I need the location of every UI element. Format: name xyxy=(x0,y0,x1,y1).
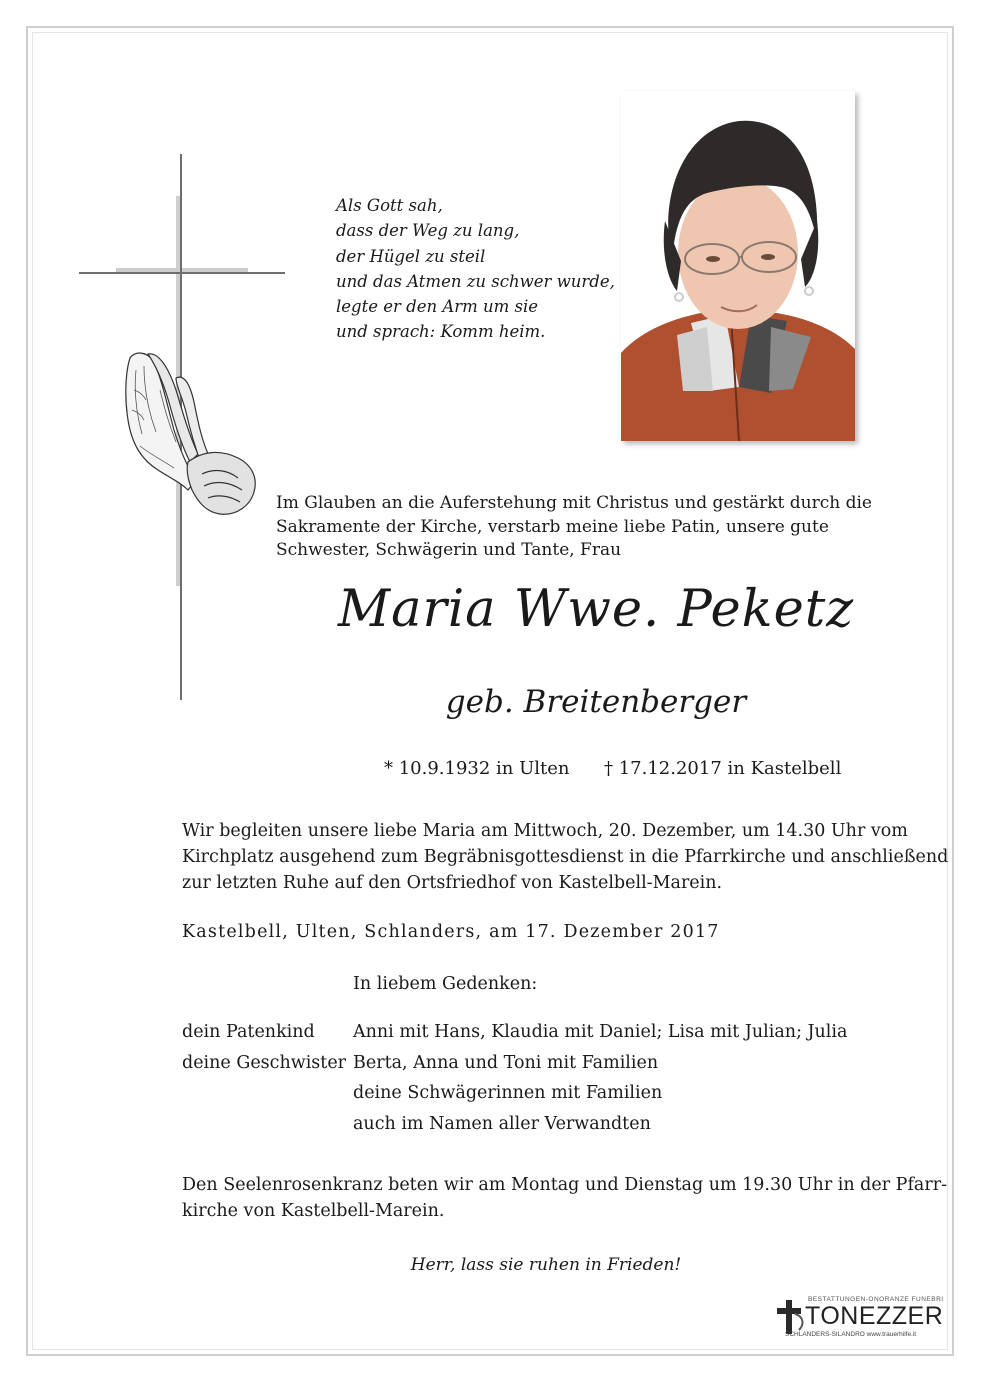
intro-line: Im Glauben an die Auferstehung mit Christus und gestärkt durch die xyxy=(276,493,872,513)
intro-text xyxy=(276,492,872,563)
logo-subline: SCHLANDERS-SILANDRO www.trauerhilfe.it xyxy=(785,1331,917,1338)
birth-date: * 10.9.1932 in Ulten xyxy=(384,758,570,779)
poem xyxy=(336,193,615,345)
funeral-line: zur letzten Ruhe auf den Ortsfriedhof von Kastelbell-Marein. xyxy=(182,873,723,893)
mourner-names: Berta, Anna und Toni mit Familien xyxy=(353,1052,659,1073)
poem-line: und sprach: Komm heim. xyxy=(336,322,546,342)
mourner-row xyxy=(182,1078,847,1109)
maiden-name: geb. Breitenberger xyxy=(445,684,747,720)
poem-line: Als Gott sah, xyxy=(336,196,443,215)
mourner-relation: deine Geschwister xyxy=(182,1052,347,1073)
intro-line: Sakramente der Kirche, verstarb meine liebe Patin, unsere gute xyxy=(276,516,829,537)
mourner-row xyxy=(182,1109,847,1140)
mourner-names: deine Schwägerinnen mit Familien xyxy=(353,1083,663,1103)
intro-line: Schwester, Schwägerin und Tante, Frau xyxy=(276,540,622,560)
praying-hands-icon xyxy=(118,350,260,520)
poem-line: und das Atmen zu schwer wurde, xyxy=(336,271,615,291)
rosary-line: kirche von Kastelbell-Marein. xyxy=(182,1201,445,1221)
funeral-home-logo xyxy=(775,1296,947,1344)
cross-horizontal-bar xyxy=(79,272,285,274)
logo-name: TONEZZER xyxy=(805,1302,944,1330)
poem-line: der Hügel zu steil xyxy=(336,246,486,266)
rosary-line: Den Seelenrosenkranz beten wir am Montag und Dienstag um 19.30 Uhr in der Pfarr- xyxy=(182,1175,948,1195)
funeral-line: Wir begleiten unsere liebe Maria am Mittwoch, 20. Dezember, um 14.30 Uhr vom xyxy=(182,821,908,841)
funeral-line: Kirchplatz ausgehend zum Begräbnisgottesdienst in die Pfarrkirche und anschließend xyxy=(182,847,949,867)
portrait-illustration xyxy=(621,91,855,441)
mourner-row xyxy=(182,1017,847,1048)
death-date: † 17.12.2017 in Kastelbell xyxy=(604,758,842,779)
poem-line: dass der Weg zu lang, xyxy=(336,221,520,241)
closing-line: Herr, lass sie ruhen in Frieden! xyxy=(410,1255,682,1275)
logo-tagline: BESTATTUNGEN-ONORANZE FUNEBRI xyxy=(808,1296,944,1303)
mourner-relation xyxy=(182,1078,353,1109)
rosary-text xyxy=(182,1172,947,1224)
mourner-relation: dein Patenkind xyxy=(182,1022,315,1042)
mourners-list xyxy=(182,1017,847,1139)
place-date: Kastelbell, Ulten, Schlanders, am 17. Dezember 2017 xyxy=(182,922,720,942)
funeral-text xyxy=(182,818,948,896)
mourner-names: Anni mit Hans, Klaudia mit Daniel; Lisa mit Julian; Julia xyxy=(353,1022,848,1042)
mourner-names: auch im Namen aller Verwandten xyxy=(353,1113,651,1134)
deceased-name: Maria Wwe. Peketz xyxy=(337,580,855,639)
mourner-row xyxy=(182,1048,847,1079)
memory-heading: In liebem Gedenken: xyxy=(353,974,538,994)
mourner-relation xyxy=(182,1109,353,1140)
poem-line: legte er den Arm um sie xyxy=(336,297,539,317)
portrait-photo xyxy=(621,91,855,441)
